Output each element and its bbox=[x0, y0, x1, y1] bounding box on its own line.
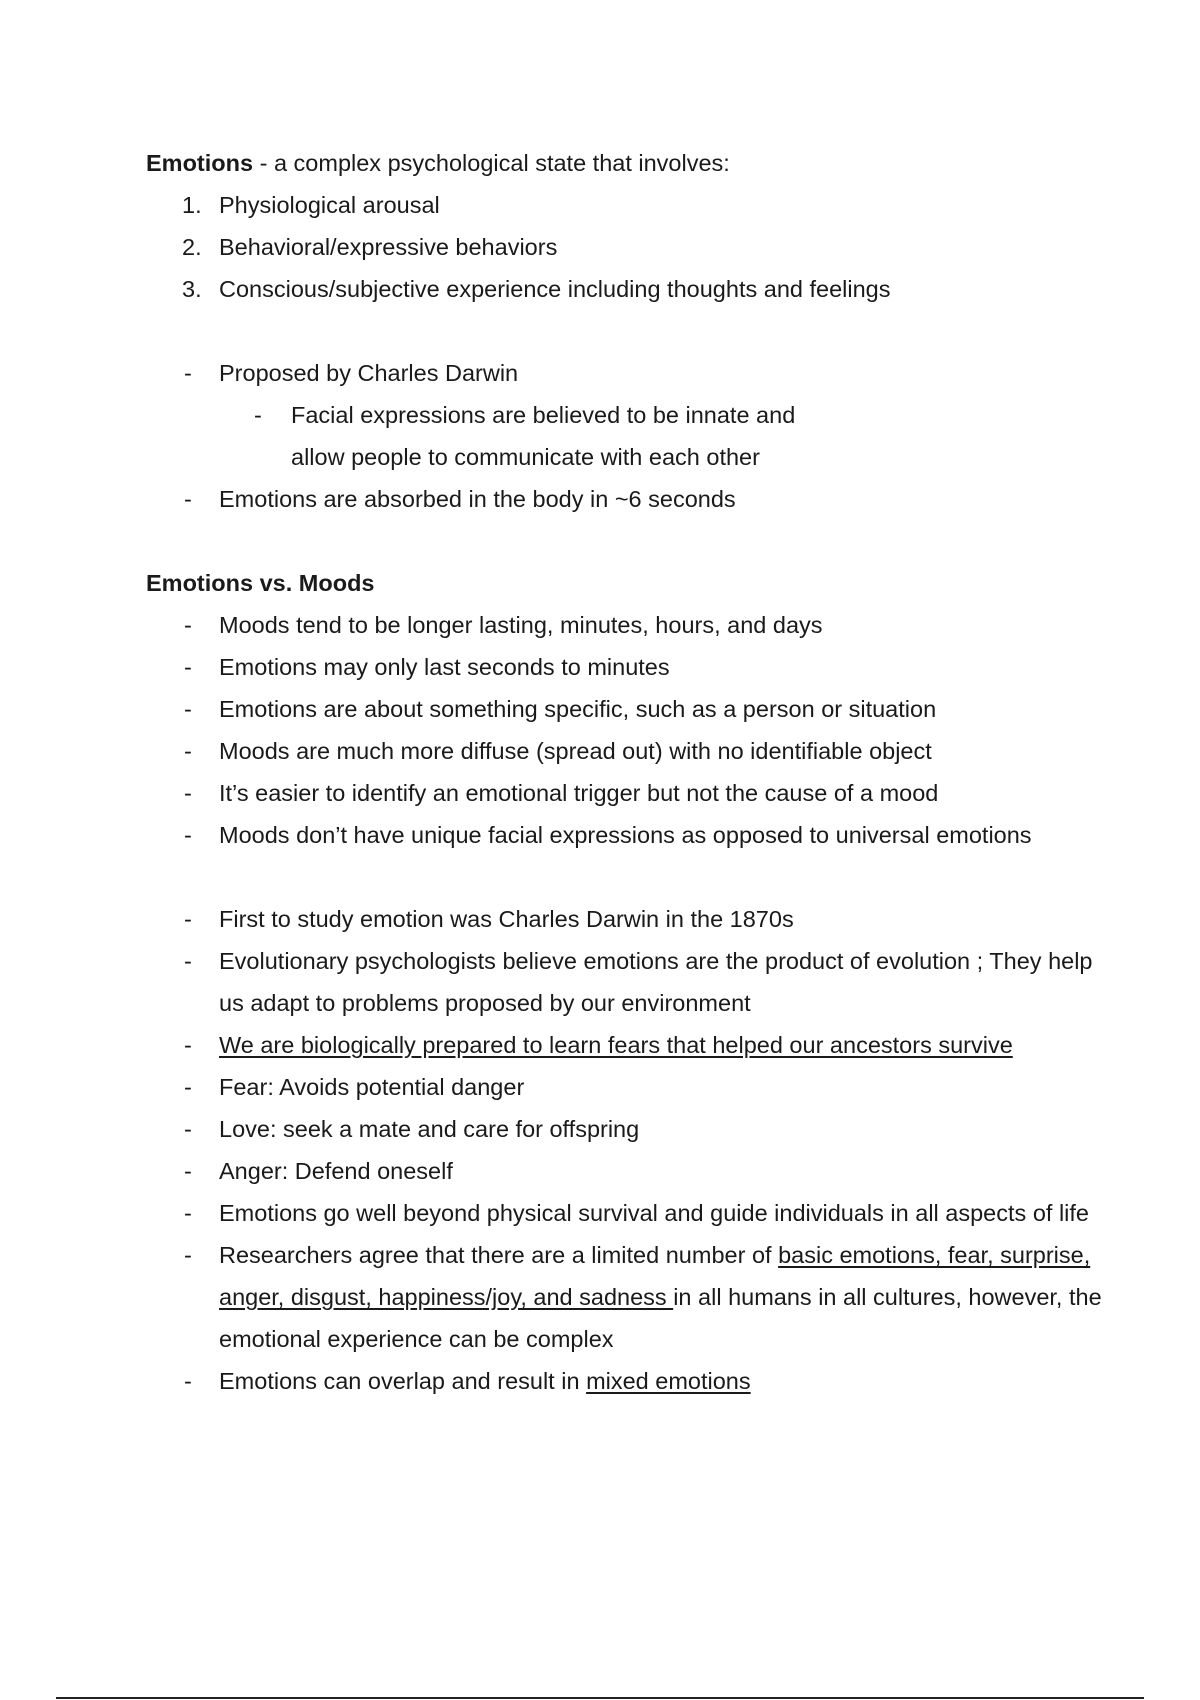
bullet-text: First to study emotion was Charles Darwin in the 1870s bbox=[219, 906, 794, 932]
spacer bbox=[146, 520, 1106, 562]
bullet-text-underlined: We are biologically prepared to learn fears that helped our ancestors survive bbox=[219, 1032, 1013, 1058]
bullet-text: Moods are much more diffuse (spread out) with no identifiable object bbox=[219, 738, 932, 764]
bullet-dash: - bbox=[254, 402, 262, 428]
bullet-item bbox=[146, 478, 1106, 520]
bullet-dash: - bbox=[184, 906, 192, 932]
section-emotions-vs-moods-heading bbox=[146, 562, 1106, 604]
bullet-text: Moods tend to be longer lasting, minutes, hours, and days bbox=[219, 612, 823, 638]
bullet-item bbox=[146, 1066, 1106, 1108]
bullet-dash: - bbox=[184, 486, 192, 512]
numbered-item bbox=[146, 268, 1106, 310]
bullet-item bbox=[146, 898, 1106, 940]
bullet-text: Evolutionary psychologists believe emotions are the product of evolution ; They help us adapt to problems proposed by our environment bbox=[219, 948, 1093, 1016]
bullet-item bbox=[146, 646, 1106, 688]
bullet-item bbox=[146, 772, 1106, 814]
section-emotions-heading bbox=[146, 142, 1106, 184]
bullet-dash: - bbox=[184, 1158, 192, 1184]
bullet-text-part: in all humans in all cultures, however, the emotional experience can be complex bbox=[219, 1284, 1102, 1352]
bullet-dash: - bbox=[184, 696, 192, 722]
spacer bbox=[146, 310, 1106, 352]
document-body bbox=[146, 142, 1106, 1402]
spacer bbox=[146, 856, 1106, 898]
bullet-text: Proposed by Charles Darwin bbox=[219, 360, 519, 386]
bullet-item bbox=[146, 730, 1106, 772]
numbered-item bbox=[146, 226, 1106, 268]
bullet-item bbox=[146, 1234, 1106, 1360]
bullet-dash: - bbox=[184, 612, 192, 638]
bullet-text: Emotions are about something specific, such as a person or situation bbox=[219, 696, 937, 722]
bullet-text: Moods don’t have unique facial expressions as opposed to universal emotions bbox=[219, 822, 1032, 848]
bullet-text: Love: seek a mate and care for offspring bbox=[219, 1116, 640, 1142]
bullet-dash: - bbox=[184, 360, 192, 386]
bullet-dash: - bbox=[184, 1074, 192, 1100]
bullet-item bbox=[146, 604, 1106, 646]
bullet-text: Anger: Defend oneself bbox=[219, 1158, 453, 1184]
bullet-item bbox=[146, 1360, 1106, 1402]
bullet-item bbox=[146, 1108, 1106, 1150]
bullet-text bbox=[219, 1360, 1106, 1402]
heading-emotions-title: Emotions bbox=[146, 150, 254, 176]
numbered-item-text: Behavioral/expressive behaviors bbox=[219, 234, 558, 260]
bullet-text: Emotions go well beyond physical survival and guide individuals in all aspects of life bbox=[219, 1200, 1089, 1226]
bullet-item bbox=[146, 940, 1106, 1024]
numbered-item bbox=[146, 184, 1106, 226]
bullet-text: Emotions may only last seconds to minutes bbox=[219, 654, 670, 680]
bullet-text: Fear: Avoids potential danger bbox=[219, 1074, 525, 1100]
bullet-dash: - bbox=[184, 1242, 192, 1268]
bullet-text: It’s easier to identify an emotional trigger but not the cause of a mood bbox=[219, 780, 939, 806]
list-number: 2. bbox=[182, 234, 202, 260]
basic-emotions-underlined: basic emotions, fear, surprise, anger, disgust, happiness/joy, and sadness bbox=[219, 1242, 1091, 1310]
bullet-item bbox=[146, 1192, 1106, 1234]
bullet-text bbox=[219, 1234, 1104, 1360]
list-number: 3. bbox=[182, 276, 202, 302]
numbered-item-text: Physiological arousal bbox=[219, 192, 440, 218]
bullet-text: Facial expressions are believed to be innate and allow people to communicate with each other bbox=[291, 402, 796, 470]
page-bottom-rule bbox=[56, 1697, 1144, 1699]
bullet-dash: - bbox=[184, 654, 192, 680]
bullet-dash: - bbox=[184, 1368, 192, 1394]
bullet-text-part: Researchers agree that there are a limited number of bbox=[219, 1242, 779, 1268]
bullet-dash: - bbox=[184, 1116, 192, 1142]
sub-bullet-item bbox=[146, 394, 1106, 478]
heading-emotions-vs-moods: Emotions vs. Moods bbox=[146, 570, 375, 596]
bullet-item bbox=[146, 814, 1106, 856]
bullet-dash: - bbox=[184, 1032, 192, 1058]
numbered-item-text: Conscious/subjective experience including thoughts and feelings bbox=[219, 276, 891, 302]
bullet-dash: - bbox=[184, 738, 192, 764]
bullet-text: Emotions are absorbed in the body in ~6 seconds bbox=[219, 486, 736, 512]
bullet-item bbox=[146, 688, 1106, 730]
bullet-text-part: Emotions can overlap and result in bbox=[219, 1368, 587, 1394]
bullet-dash: - bbox=[184, 1200, 192, 1226]
bullet-item bbox=[146, 1024, 1106, 1066]
bullet-dash: - bbox=[184, 948, 192, 974]
bullet-dash: - bbox=[184, 780, 192, 806]
list-number: 1. bbox=[182, 192, 202, 218]
mixed-emotions-underlined: mixed emotions bbox=[586, 1368, 751, 1394]
bullet-item bbox=[146, 1150, 1106, 1192]
heading-emotions-intro: - a complex psychological state that involves: bbox=[253, 150, 730, 176]
bullet-item bbox=[146, 352, 1106, 394]
bullet-dash: - bbox=[184, 822, 192, 848]
